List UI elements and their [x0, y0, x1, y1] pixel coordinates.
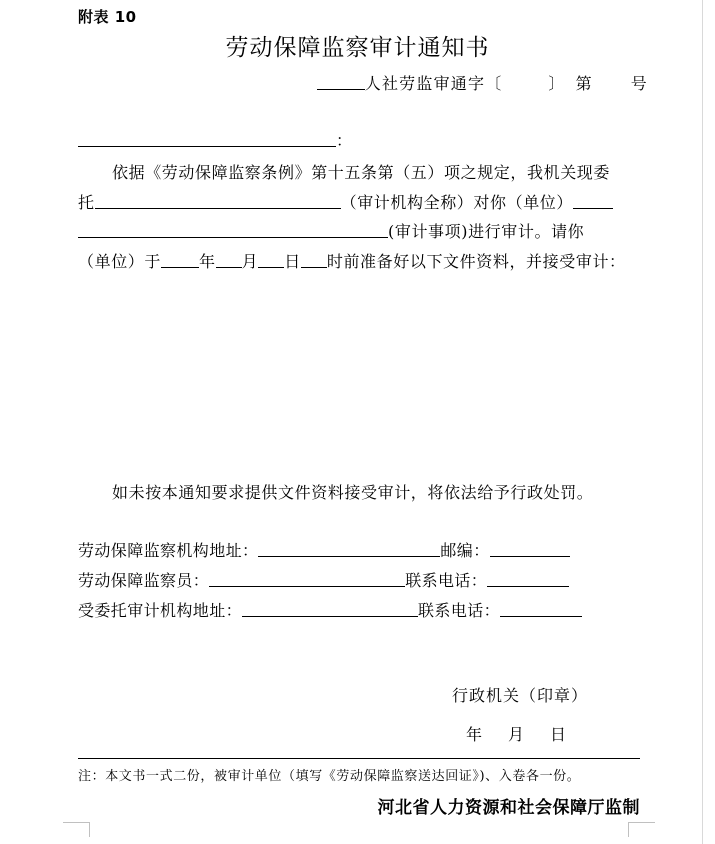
contact-label-inspector-phone: 联系电话：	[405, 571, 488, 590]
audit-month-blank[interactable]	[216, 251, 242, 268]
contact-label-audit-phone: 联系电话：	[418, 601, 501, 620]
page-corner-mark-left	[63, 822, 90, 837]
contact-label-inspector: 劳动保障监察员：	[78, 571, 210, 590]
contact-label-zipcode: 邮编：	[440, 541, 490, 560]
signature-year: 年	[466, 725, 483, 744]
agency-address-blank[interactable]	[258, 540, 440, 557]
doc-number-text: 人社劳监审通字	[364, 74, 486, 93]
label-day: 日	[284, 252, 301, 271]
contact-row-audit-agency	[78, 598, 582, 621]
audit-day-blank[interactable]	[258, 251, 284, 268]
audit-hour-blank[interactable]	[301, 251, 327, 268]
body-text-4-prefix: （单位）于	[78, 252, 162, 271]
contact-label-audit-agency: 受委托审计机构地址：	[78, 601, 243, 620]
signature-day: 日	[550, 725, 567, 744]
audit-agency-address-blank[interactable]	[242, 600, 418, 617]
footer-note: 注：本文书一式二份，被审计单位（填写《劳动保障监察送达回证》)、入卷各一份。	[78, 769, 581, 784]
body-text-2-note: （审计机构全称）对你（单位）	[340, 193, 574, 212]
zipcode-blank[interactable]	[490, 540, 570, 557]
footer-organization: 河北省人力资源和社会保障厅监制	[377, 798, 640, 818]
addressee-blank[interactable]	[78, 130, 336, 147]
body-line-3	[78, 219, 584, 242]
body-text-4-tail: 时前准备好以下文件资料，并接受审计：	[326, 252, 626, 271]
doc-number-word: 第	[575, 74, 593, 93]
document-number-line	[0, 71, 648, 94]
inspector-name-blank[interactable]	[209, 570, 405, 587]
addressee-colon: ：	[336, 131, 353, 150]
doc-number-bracket-open: 〔	[485, 74, 503, 93]
audit-year-blank[interactable]	[161, 251, 199, 268]
doc-number-bracket-close: 〕	[548, 74, 566, 93]
page-border-right	[702, 0, 703, 844]
audit-organization-blank[interactable]	[95, 192, 341, 209]
body-text-2-prefix: 托	[78, 193, 95, 212]
page-title: 劳动保障监察审计通知书	[225, 35, 490, 61]
signature-month: 月	[508, 725, 525, 744]
addressee-line	[78, 128, 352, 151]
contact-row-inspector	[78, 568, 569, 591]
signature-date	[466, 722, 566, 745]
label-month: 月	[241, 252, 259, 271]
body-line-1	[78, 160, 610, 183]
footer-divider	[78, 758, 640, 759]
doc-number-prefix-blank[interactable]	[317, 73, 365, 90]
page-corner-mark-right	[628, 822, 655, 837]
unit-name-blank[interactable]	[573, 192, 613, 209]
contact-label-agency-address: 劳动保障监察机构地址：	[78, 541, 259, 560]
body-text-3-note: (审计事项)进行审计。请你	[388, 222, 585, 241]
audit-agency-phone-blank[interactable]	[500, 600, 582, 617]
body-line-4	[78, 249, 626, 272]
penalty-notice: 如未按本通知要求提供文件资料接受审计，将依法给予行政处罚。	[112, 483, 594, 502]
attachment-label: 附表 10	[78, 8, 137, 26]
audit-matter-blank[interactable]	[78, 221, 388, 238]
body-text-1: 依据《劳动保障监察条例》第十五条第（五）项之规定，我机关现委	[112, 163, 611, 182]
contact-row-agency-address	[78, 538, 570, 561]
inspector-phone-blank[interactable]	[487, 570, 569, 587]
signature-organization: 行政机关（印章）	[452, 686, 589, 705]
doc-number-suffix: 号	[630, 74, 648, 93]
body-line-2	[78, 190, 613, 213]
label-year: 年	[199, 252, 216, 271]
